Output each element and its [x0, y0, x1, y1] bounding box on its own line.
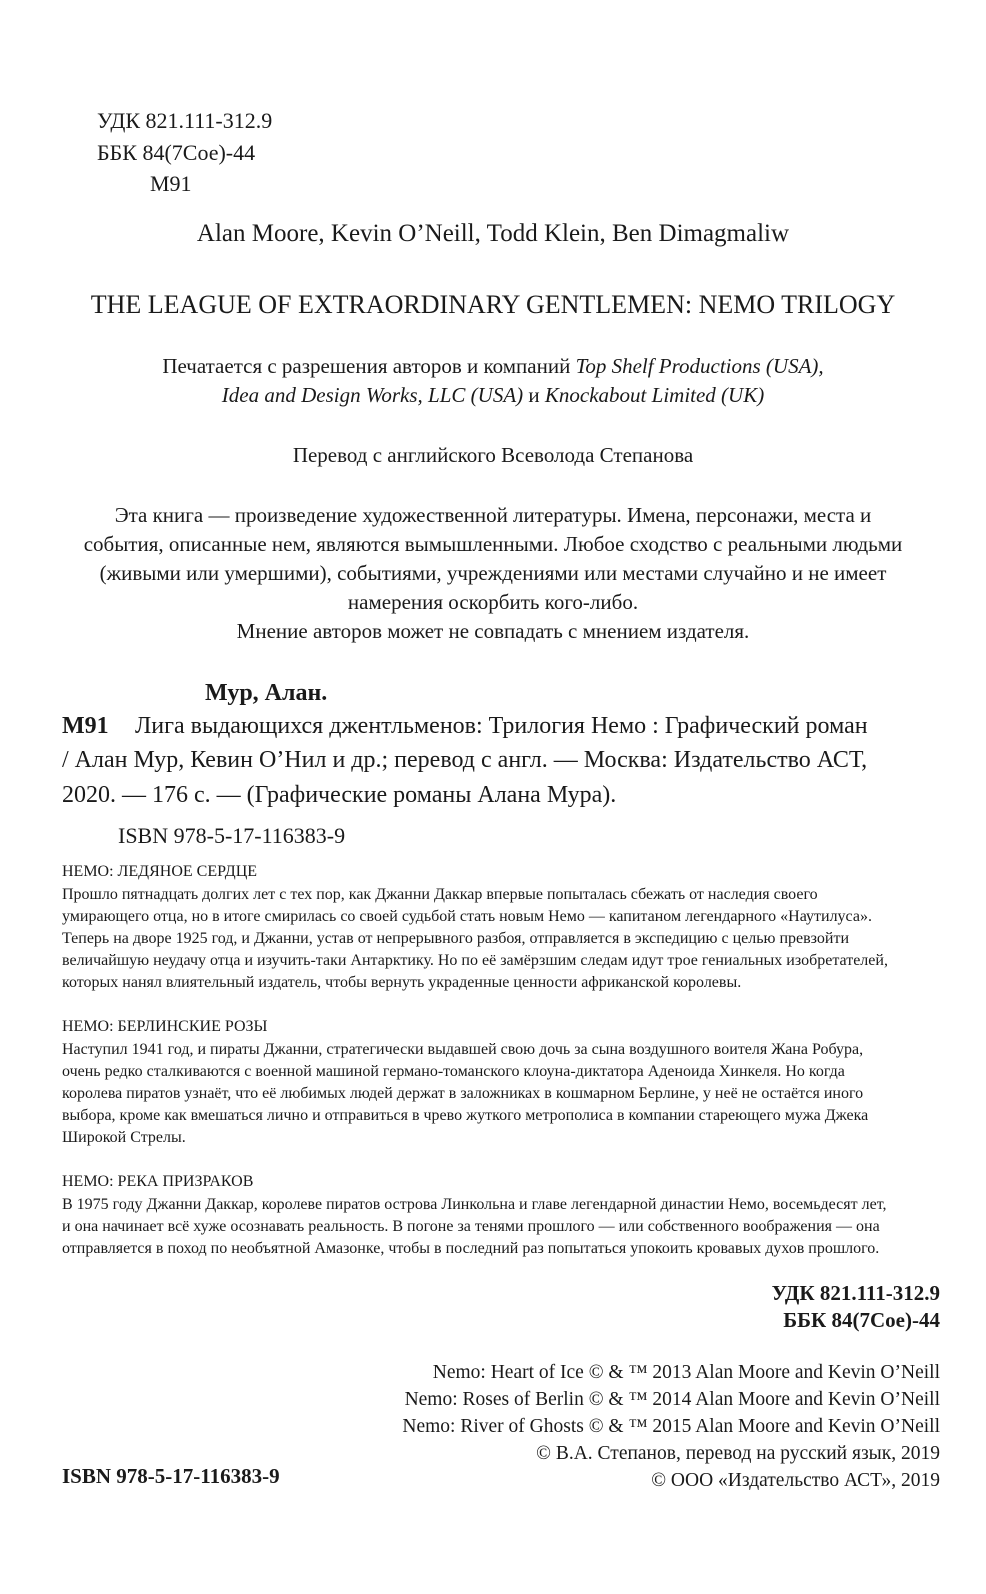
classification-udk: УДК 821.111-312.9: [97, 108, 273, 133]
catalog-line: / Алан Мур, Кевин О’Нил и др.; перевод с англ. — Москва: Издательство АСТ,: [62, 747, 868, 773]
synopsis-title: НЕМО: ЛЕДЯНОЕ СЕРДЦЕ: [62, 863, 258, 880]
permission-text: Печатается с разрешения авторов и компаний: [162, 354, 576, 378]
synopsis-line: величайшую неудачу отца и изучить-таки Антарктику. Но по её замёрзшим следам идут трое гениальных изобретателей,: [62, 952, 888, 969]
author-mark: М91: [150, 171, 192, 196]
synopsis-line: Наступил 1941 год, и пираты Джанни, стратегически выдавшей свою дочь за сына воздушного воителя Жана Робура,: [62, 1041, 864, 1058]
publisher-name: Idea and Design Works, LLC (USA): [221, 383, 524, 407]
synopsis-line: умирающего отца, но в итоге смирилась со своей судьбой стать новым Немо — капитаном легендарного «Наутилуса».: [62, 908, 872, 925]
synopsis-line: выбора, кроме как вмешаться лично и отправиться в чрево жуткого метрополиса в компании стареющего мужа Джека: [62, 1107, 869, 1124]
synopsis-title: НЕМО: БЕРЛИНСКИЕ РОЗЫ: [62, 1018, 268, 1035]
catalog-line: Лига выдающихся джентльменов: Трилогия Немо : Графический роман: [135, 713, 868, 739]
synopsis-line: и она начинает всё хуже осознавать реальность. В погоне за тенями прошлого — или собственного воображения — она: [62, 1218, 880, 1235]
publisher-name: Top Shelf Productions (USA),: [575, 354, 824, 378]
disclaimer-line: (живыми или умершими), событиями, учреждениями или местами случайно и не имеет: [99, 561, 887, 585]
copyright-line: © ООО «Издательство АСТ», 2019: [651, 1470, 940, 1491]
copyright-line: © В.А. Степанов, перевод на русский язык, 2019: [536, 1443, 940, 1464]
synopsis-line: Широкой Стрелы.: [62, 1129, 186, 1146]
copyright-line: Nemo: Heart of Ice © & ™ 2013 Alan Moore and Kevin O’Neill: [432, 1362, 940, 1383]
translation-credit: Перевод с английского Всеволода Степанова: [292, 443, 694, 467]
permission-line-2: [0, 385, 986, 406]
disclaimer-line: намерения оскорбить кого-либо.: [347, 590, 639, 614]
catalog-isbn: ISBN 978-5-17-116383-9: [118, 823, 346, 848]
copyright-line: Nemo: River of Ghosts © & ™ 2015 Alan Moore and Kevin O’Neill: [402, 1416, 940, 1437]
synopsis-line: королева пиратов узнаёт, что её любимых людей держат в заложниках в кошмарном Берлине, у неё не остаётся иного: [62, 1085, 864, 1102]
permission-line-1: [0, 356, 986, 377]
footer-bbk: ББК 84(7Сое)-44: [783, 1308, 940, 1332]
synopsis-line: которых нанял влиятельный издатель, чтобы вернуть украденные ценности африканской королевы.: [62, 974, 742, 991]
publisher-name: Knockabout Limited (UK): [544, 383, 765, 407]
synopsis-line: отправляется в поход по необъятной Амазонке, чтобы в последний раз попытаться упокоить кровавых духов прошлого.: [62, 1240, 880, 1257]
synopsis-line: Теперь на дворе 1925 год, и Джанни, устав от непрерывного разбоя, отправляется в экспедицию с целью превзойти: [62, 930, 850, 947]
catalog-line: 2020. — 176 с. — (Графические романы Алана Мура).: [62, 782, 617, 808]
synopsis-line: В 1975 году Джанни Даккар, королеве пиратов острова Линкольна и главе легендарной династии Немо, восемьдесят лет,: [62, 1196, 887, 1213]
catalog-mark: М91: [62, 713, 109, 739]
copyright-line: Nemo: Roses of Berlin © & ™ 2014 Alan Moore and Kevin O’Neill: [404, 1389, 940, 1410]
disclaimer-line: Эта книга — произведение художественной литературы. Имена, персонажи, места и: [114, 503, 872, 527]
synopsis-line: Прошло пятнадцать долгих лет с тех пор, как Джанни Даккар впервые попыталась сбежать от наследия своего: [62, 886, 818, 903]
footer-udk: УДК 821.111-312.9: [771, 1281, 940, 1305]
title-en: THE LEAGUE OF EXTRAORDINARY GENTLEMEN: NEMO TRILOGY: [90, 290, 896, 319]
footer-isbn: ISBN 978-5-17-116383-9: [62, 1464, 280, 1488]
permission-text: и: [523, 383, 545, 407]
classification-bbk: ББК 84(7Сое)-44: [97, 140, 256, 165]
authors-en: Alan Moore, Kevin O’Neill, Todd Klein, Ben Dimagmaliw: [196, 220, 790, 247]
synopsis-line: очень редко сталкиваются с военной машиной германо-томанского клоуна-диктатора Аденоида Хинкеля. Но когда: [62, 1063, 845, 1080]
disclaimer-line: Мнение авторов может не совпадать с мнением издателя.: [236, 619, 750, 643]
catalog-author: Мур, Алан.: [205, 680, 328, 706]
synopsis-title: НЕМО: РЕКА ПРИЗРАКОВ: [62, 1173, 254, 1190]
disclaimer-line: события, описанные нем, являются вымышленными. Любое сходство с реальными людьми: [83, 532, 903, 556]
